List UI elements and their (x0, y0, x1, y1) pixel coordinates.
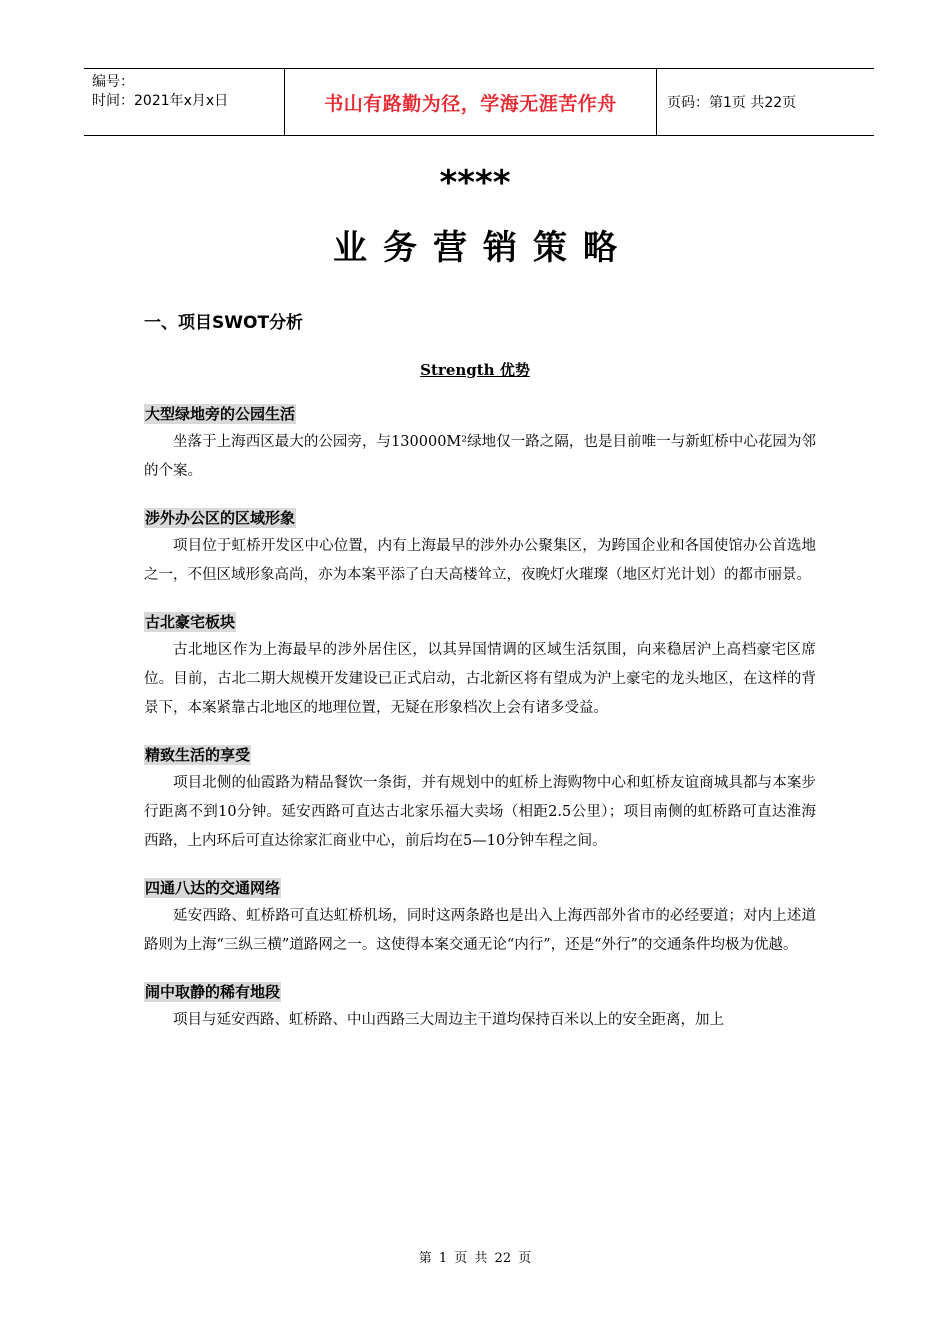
content-block (144, 878, 816, 960)
header-slogan: 书山有路勤为径，学海无涯苦作舟 (285, 69, 657, 135)
number-label: 编号： (92, 74, 134, 90)
block-text: 项目北侧的仙霞路为精品餐饮一条街，并有规划中的虹桥上海购物中心和虹桥友谊商城具都与本案步行距离不到10分钟。延安西路可直达古北家乐福大卖场（相距2.5公里）；项目南侧的虹桥路可直达淮海西路，上内环后可直达徐家汇商业中心，前后均在5—10分钟车程之间。 (144, 775, 816, 849)
time-label: 时间：2021年x月x日 (92, 93, 229, 109)
block-heading: 精致生活的享受 (145, 746, 251, 764)
content-block (144, 404, 816, 486)
header-meta (84, 69, 285, 135)
block-text: 项目与延安西路、虹桥路、中山西路三大周边主干道均保持百米以上的安全距离，加上 (173, 1012, 724, 1028)
block-text: 项目位于虹桥开发区中心位置，内有上海最早的涉外办公聚集区，为跨国企业和各国使馆办公首选地之一，不但区域形象高尚，亦为本案平添了白天高楼耸立，夜晚灯火璀璨（地区灯光计划）的都市丽景。 (144, 538, 816, 583)
block-heading: 闹中取静的稀有地段 (145, 983, 281, 1001)
sub-heading: Strength 优势 (420, 361, 530, 379)
header-page-label: 页码：第1页 共22页 (667, 95, 797, 111)
block-heading: 涉外办公区的区域形象 (145, 509, 296, 527)
page-title: 业务营销策略 (333, 228, 633, 268)
content-block (144, 982, 816, 1035)
block-text: 延安西路、虹桥路可直达虹桥机场，同时这两条路也是出入上海西部外省市的必经要道；对内上述道路则为上海“三纵三横”道路网之一。这使得本案交通无论“内行”，还是“外行”的交通条件均极为优越。 (144, 908, 816, 953)
block-text: 坐落于上海西区最大的公园旁，与130000M²绿地仅一路之隔，也是目前唯一与新虹桥中心花园为邻的个案。 (144, 434, 816, 479)
page-footer: 第 1 页 共 22 页 (418, 1251, 532, 1266)
block-text: 古北地区作为上海最早的涉外居住区，以其异国情调的区域生活氛围，向来稳居沪上高档豪宅区席位。目前，古北二期大规模开发建设已正式启动，古北新区将有望成为沪上豪宅的龙头地区，在这样的背景下，本案紧靠古北地区的地理位置，无疑在形象档次上会有诸多受益。 (144, 642, 816, 716)
content-block (144, 508, 816, 590)
header-table (84, 68, 874, 136)
content-block (144, 612, 816, 723)
content (144, 404, 816, 1057)
block-heading: 古北豪宅板块 (145, 613, 236, 631)
content-block (144, 745, 816, 856)
title-stars: **** (439, 163, 511, 203)
block-heading: 大型绿地旁的公园生活 (145, 405, 296, 423)
block-heading: 四通八达的交通网络 (145, 879, 281, 897)
section-heading: 一、项目SWOT分析 (144, 313, 304, 333)
